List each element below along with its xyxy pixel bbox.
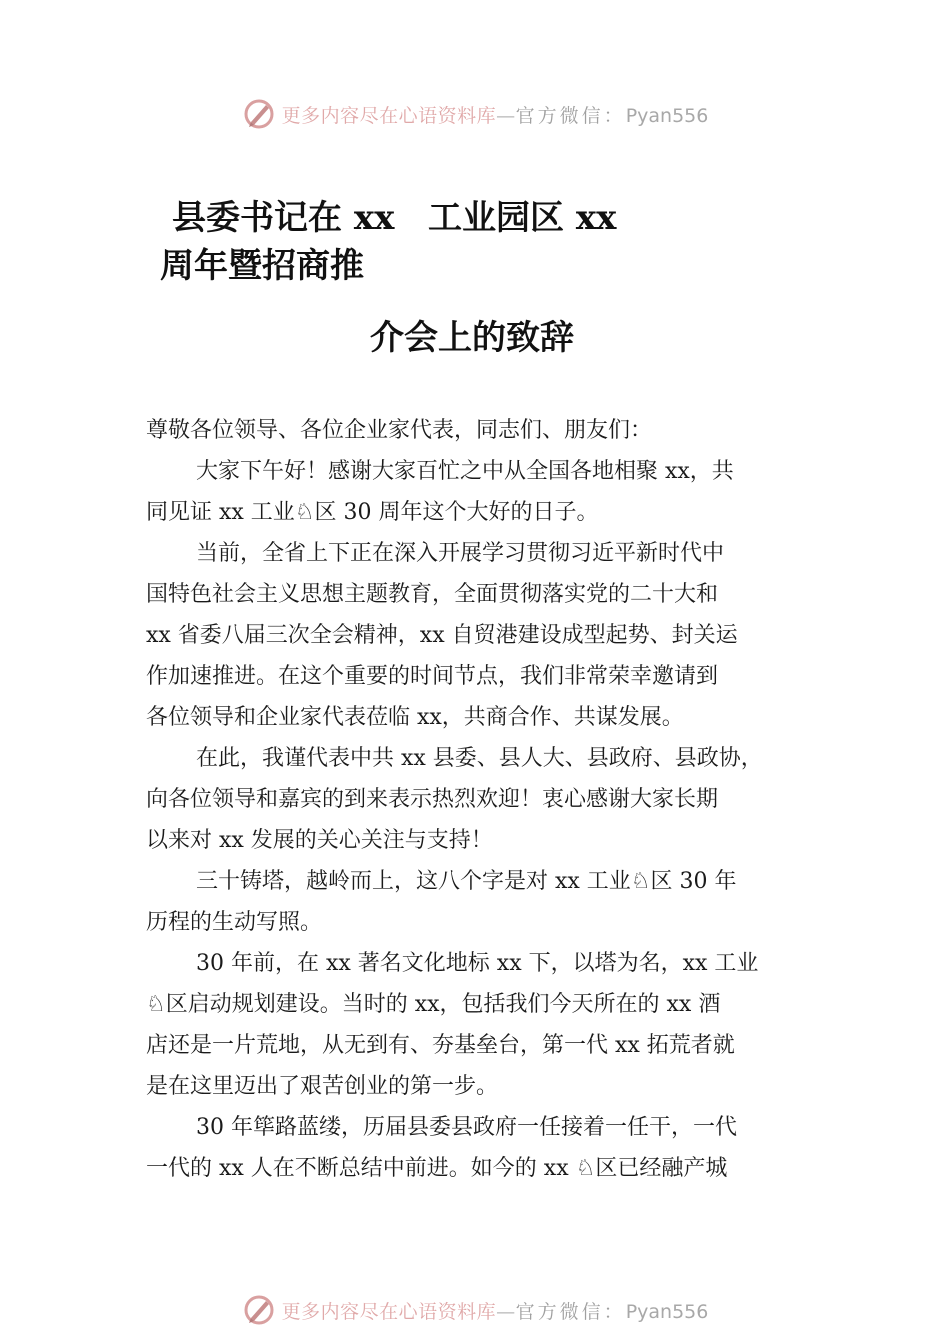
body-line: 30 年筚路蓝缕，历届县委县政府一任接着一任干，一代 xyxy=(196,1115,737,1140)
body-line: 作加速推进。在这个重要的时间节点，我们非常荣幸邀请到 xyxy=(146,664,719,689)
body-line: xx 省委八届三次全会精神，xx 自贸港建设成型起势、封关运 xyxy=(146,623,738,648)
watermark-dash: — xyxy=(496,1300,516,1323)
footer-watermark xyxy=(0,1290,950,1330)
pen-logo-icon xyxy=(242,97,276,131)
body-line: 以来对 xx 发展的关心关注与支持！ xyxy=(146,828,493,853)
body-line: 尊敬各位领导、各位企业家代表，同志们、朋友们： xyxy=(146,418,653,443)
pen-logo-icon xyxy=(242,1293,276,1327)
watermark-dash: — xyxy=(496,104,516,127)
watermark-text xyxy=(282,101,709,128)
body-line: 大家下午好！感谢大家百忙之中从全国各地相聚 xx，共 xyxy=(196,459,734,484)
watermark-wechat-label: 官方微信： xyxy=(515,1300,626,1323)
title-line-1a: 县委书记在 xx xyxy=(172,198,395,238)
body-line: 在此，我谨代表中共 xx 县委、县人大、县政府、县政协， xyxy=(196,746,763,771)
title-line-1b: 工业园区 xx xyxy=(428,198,617,238)
body-line: 各位领导和企业家代表莅临 xx，共商合作、共谋发展。 xyxy=(146,705,684,730)
watermark-wechat-label: 官方微信： xyxy=(515,104,626,127)
body-line: 一代的 xx 人在不断总结中前进。如今的 xx ♘区已经融产城 xyxy=(146,1156,728,1181)
body-line: 国特色社会主义思想主题教育，全面贯彻落实党的二十大和 xyxy=(146,582,719,607)
body-line: 是在这里迈出了艰苦创业的第一步。 xyxy=(146,1074,499,1099)
header-watermark xyxy=(0,94,950,134)
body-line: 三十铸塔，越岭而上，这八个字是对 xx 工业♘区 30 年 xyxy=(196,869,737,894)
speech-body xyxy=(146,410,836,1189)
body-line: 同见证 xx 工业♘区 30 周年这个大好的日子。 xyxy=(146,500,599,525)
watermark-main: 更多内容尽在心语资料库 xyxy=(281,1300,497,1323)
body-line: ♘区启动规划建设。当时的 xx，包括我们今天所在的 xx 酒 xyxy=(146,992,721,1017)
body-line: 30 年前，在 xx 著名文化地标 xx 下，以塔为名，xx 工业 xyxy=(196,951,759,976)
watermark-text xyxy=(282,1297,709,1324)
body-line: 向各位领导和嘉宾的到来表示热烈欢迎！衷心感谢大家长期 xyxy=(146,787,719,812)
body-line: 当前，全省上下正在深入开展学习贯彻习近平新时代中 xyxy=(196,541,725,566)
title-line-2: 周年暨招商推 xyxy=(160,246,364,286)
watermark-account: Pyan556 xyxy=(625,104,709,127)
watermark-main: 更多内容尽在心语资料库 xyxy=(281,104,497,127)
body-line: 店还是一片荒地，从无到有、夯基垒台，第一代 xx 拓荒者就 xyxy=(146,1033,735,1058)
body-line: 历程的生动写照。 xyxy=(146,910,323,935)
watermark-account: Pyan556 xyxy=(625,1300,709,1323)
title-line-3: 介会上的致辞 xyxy=(370,318,574,358)
